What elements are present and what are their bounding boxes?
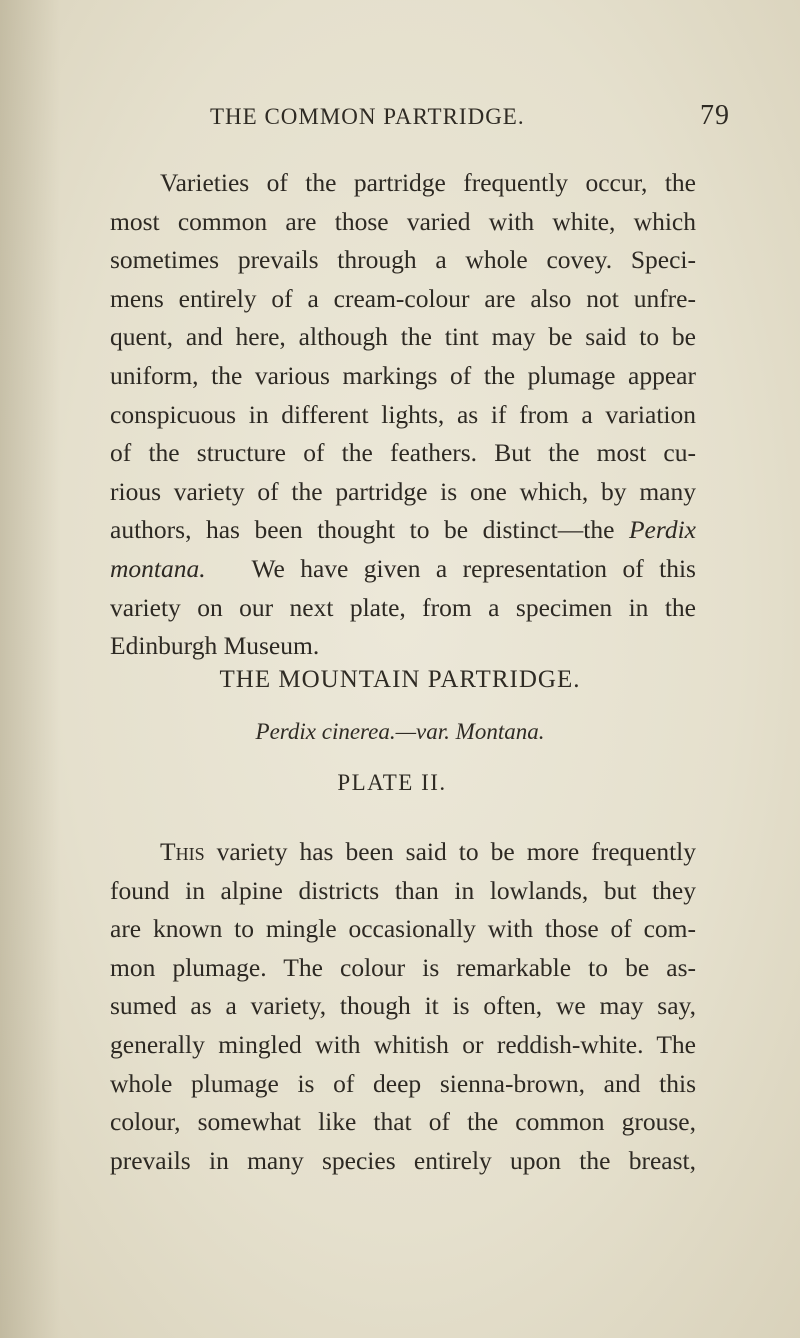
text-line: rious variety of the partridge is one which, by many: [110, 476, 696, 506]
text-line: generally mingled with whitish or reddish-white. The: [110, 1029, 696, 1059]
species-name: Perdix cinerea.—var. Montana.: [255, 719, 545, 744]
text-line: mens entirely of a cream-colour are also not unfre-: [110, 283, 696, 313]
running-head: [210, 100, 730, 144]
text-segment: variety has been said to be more frequently: [216, 837, 697, 866]
text-line: sumed as a variety, though it is often, we may say,: [110, 991, 696, 1021]
text-line: Varieties of the partridge frequently occur, the: [160, 168, 696, 197]
text-line: colour, somewhat like that of the common grouse,: [110, 1107, 696, 1137]
text-line-with-drop-word: [110, 833, 696, 872]
text-line: Edinburgh Museum.: [110, 631, 320, 661]
text-segment: authors, has been thought to be distinct—the: [110, 515, 615, 545]
text-line: variety on our next plate, from a specimen in the: [110, 592, 696, 622]
text-line: quent, and here, although the tint may be said to be: [110, 322, 696, 352]
text-line: found in alpine districts than in lowlands, but they: [110, 875, 696, 905]
running-head-title: THE COMMON PARTRIDGE.: [210, 104, 525, 129]
italic-genus: Perdix: [628, 515, 696, 545]
text-line: prevails in many species entirely upon the breast,: [110, 1145, 696, 1175]
plate-label: PLATE II.: [337, 770, 447, 795]
text-line: uniform, the various markings of the plumage appear: [110, 360, 696, 390]
text-segment: We have given a representation of this: [251, 553, 696, 583]
text-line: most common are those varied with white, which: [110, 206, 696, 236]
paragraph-mountain-partridge: [110, 833, 696, 1180]
text-line: conspicuous in different lights, as if from a variation: [110, 399, 696, 429]
text-line: of the structure of the feathers. But the most cu-: [110, 438, 696, 468]
text-line: whole plumage is of deep sienna-brown, and this: [110, 1068, 696, 1098]
italic-species: montana.: [110, 553, 206, 583]
text-line: mon plumage. The colour is remarkable to be as-: [110, 952, 696, 982]
paragraph-varieties: [110, 164, 696, 666]
small-caps-opening-word: This: [160, 837, 205, 866]
text-line-with-italic: [110, 550, 696, 589]
text-line: sometimes prevails through a whole covey. Speci-: [110, 245, 696, 275]
text-line-with-italic: [110, 511, 696, 550]
page-number: 79: [700, 100, 730, 131]
section-title: THE MOUNTAIN PARTRIDGE.: [219, 666, 581, 693]
text-line: are known to mingle occasionally with those of com-: [110, 914, 696, 944]
